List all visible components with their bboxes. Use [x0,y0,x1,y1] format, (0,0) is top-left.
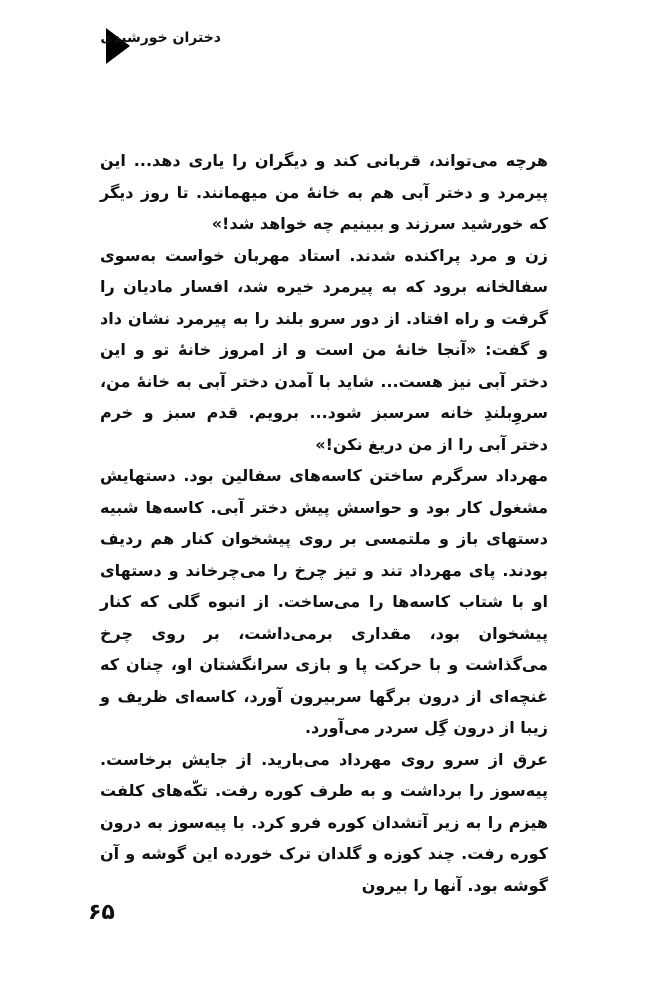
page-number: ۶۵ [88,900,115,925]
running-title: دختران خورشیدی [100,30,221,46]
body-text [100,145,548,901]
paragraph: هرچه می‌تواند، قربانی کند و دیگران را یاری دهد... این پیرمرد و دختر آبی هم به خانهٔ من میهمانند. تا روز دیگر که خورشید سرزند و ببینیم چه خواهد شد!» [100,151,548,233]
paragraph: عرق از سرو روی مهرداد می‌بارید. از جایش برخاست. پیه‌سوز را برداشت و به طرف کوره رفت. تکّه‌های کلفت هیزم را به زیر آتشدان کوره فرو کرد. با پیه‌سوز به درون کوره رفت. چند کوزه و گلدان ترک خورده این گوشه و آن گوشه بود. آنها را بیرون [100,749,548,895]
paragraph: زن و مرد پراکنده شدند. استاد مهربان خواست به‌سوی سفالخانه برود که به پیرمرد خیره شد، افسار مادیان را گرفت و راه افتاد. از دور سرو بلند را به پیرمرد نشان داد و گفت: «آنجا خانهٔ من است و از امروز خانهٔ تو و این دختر آبی نیز هست... شاید با آمدن دختر آبی به خانهٔ من، سروِبلندِ خانه سرسبز شود... برویم. قدم سبز و خرم دختر آبی را از من دریغ نکن!» [100,245,548,454]
page-header [0,22,663,72]
paragraph: مهرداد سرگرم ساختن کاسه‌های سفالین بود. دستهایش مشغول کار بود و حواسش پیش دختر آبی. کاسه‌ها شبیه دستهای باز و ملتمسی بر روی پیشخوان کنار هم ردیف بودند. پای مهرداد تند و تیز چرخ را می‌چرخاند و دستهای او با شتاب کاسه‌ها را می‌ساخت. از انبوه گلی که کنار پیشخوان بود، مقداری برمی‌داشت، بر روی چرخ می‌گذاشت و با حرکت پا و بازی سرانگشتان او، چنان که غنچه‌ای از درون برگها سربیرون آورد، کاسه‌ای ظریف و زیبا از درون گِل سردر می‌آورد. [100,466,548,737]
